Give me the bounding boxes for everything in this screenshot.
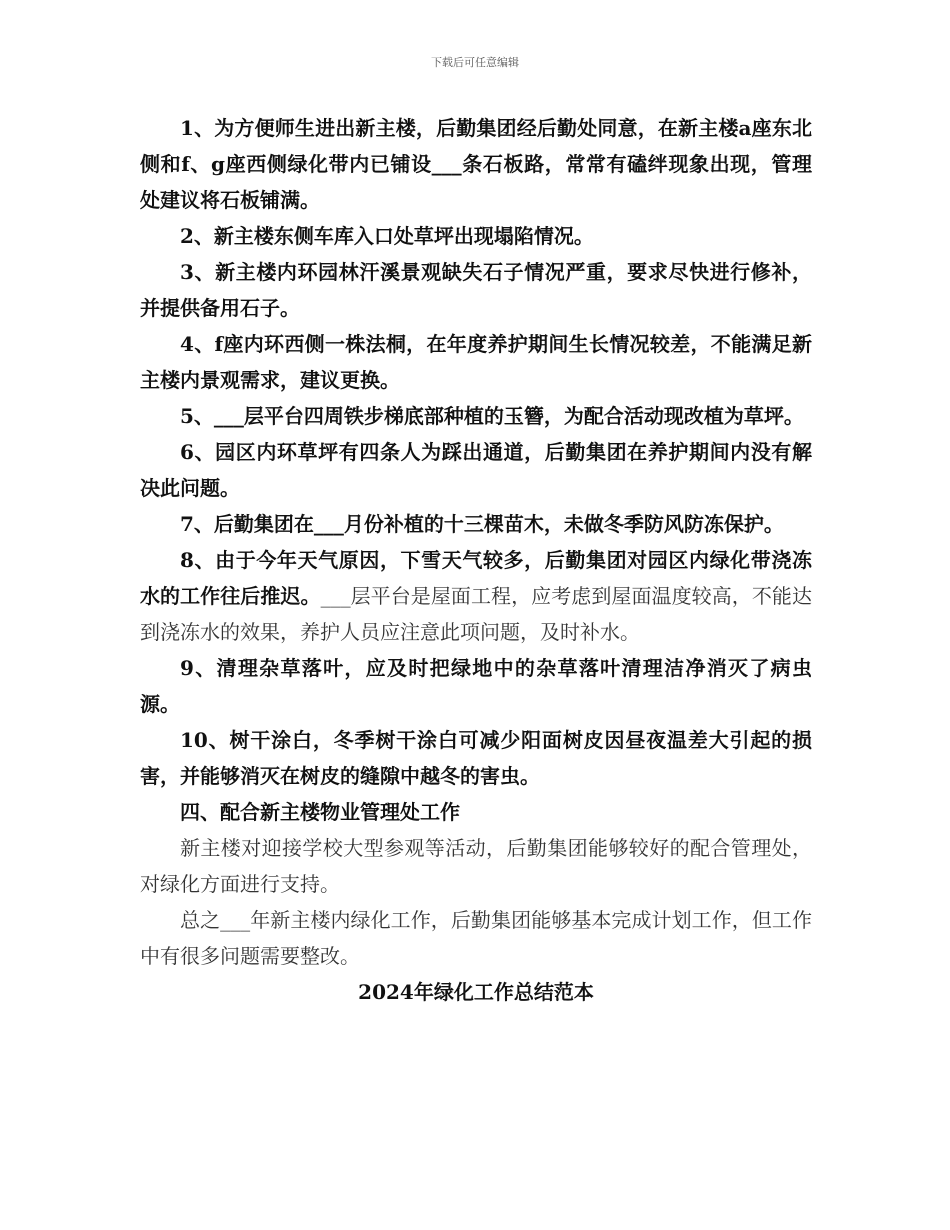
list-item: 6、园区内环草坪有四条人为踩出通道，后勤集团在养护期间内没有解决此问题。 — [140, 440, 812, 500]
item8-bold-text: 8、由于今年天气原因，下雪天气较多，后勤集团对园区内绿化带浇冻水的工作往后推迟。 — [140, 548, 812, 608]
list-item: 3、新主楼内环园林汗溪景观缺失石子情况严重，要求尽快进行修补，并提供备用石子。 — [140, 260, 812, 320]
list-item: 9、清理杂草落叶，应及时把绿地中的杂草落叶清理洁净消灭了病虫源。 — [140, 656, 812, 716]
list-item: 10、树干涂白，冬季树干涂白可减少阳面树皮因昼夜温差大引起的损害，并能够消灭在树皮的缝隙中越冬的害虫。 — [140, 728, 812, 788]
list-item: 2、新主楼东侧车库入口处草坪出现塌陷情况。 — [180, 224, 594, 248]
list-item: 7、后勤集团在___月份补植的十三棵苗木，未做冬季防风防冻保护。 — [180, 512, 784, 536]
page-header-note: 下载后可任意编辑 — [431, 56, 519, 69]
conclusion-paragraph: 总之___年新主楼内绿化工作，后勤集团能够基本完成计划工作，但工作中有很多问题需要整改。 — [140, 908, 812, 968]
section-heading: 四、配合新主楼物业管理处工作 — [180, 800, 460, 824]
list-item-8 — [140, 542, 812, 650]
section-paragraph: 新主楼对迎接学校大型参观等活动，后勤集团能够较好的配合管理处，对绿化方面进行支持。 — [140, 836, 812, 896]
item8-light-text: ___层平台是屋面工程，应考虑到屋面温度较高，不能达到浇冻水的效果，养护人员应注意此项问题，及时补水。 — [140, 584, 812, 644]
list-item: 1、为方便师生进出新主楼，后勤集团经后勤处同意，在新主楼a座东北侧和f、g座西侧绿化带内已铺设___条石板路，常常有磕绊现象出现，管理处建议将石板铺满。 — [140, 116, 812, 212]
list-item: 5、___层平台四周铁步梯底部种植的玉簪，为配合活动现改植为草坪。 — [180, 404, 804, 428]
next-document-title: 2024年绿化工作总结范本 — [358, 980, 594, 1004]
document-body — [140, 110, 812, 1010]
list-item: 4、f座内环西侧一株法桐，在年度养护期间生长情况较差，不能满足新主楼内景观需求，建议更换。 — [140, 332, 812, 392]
